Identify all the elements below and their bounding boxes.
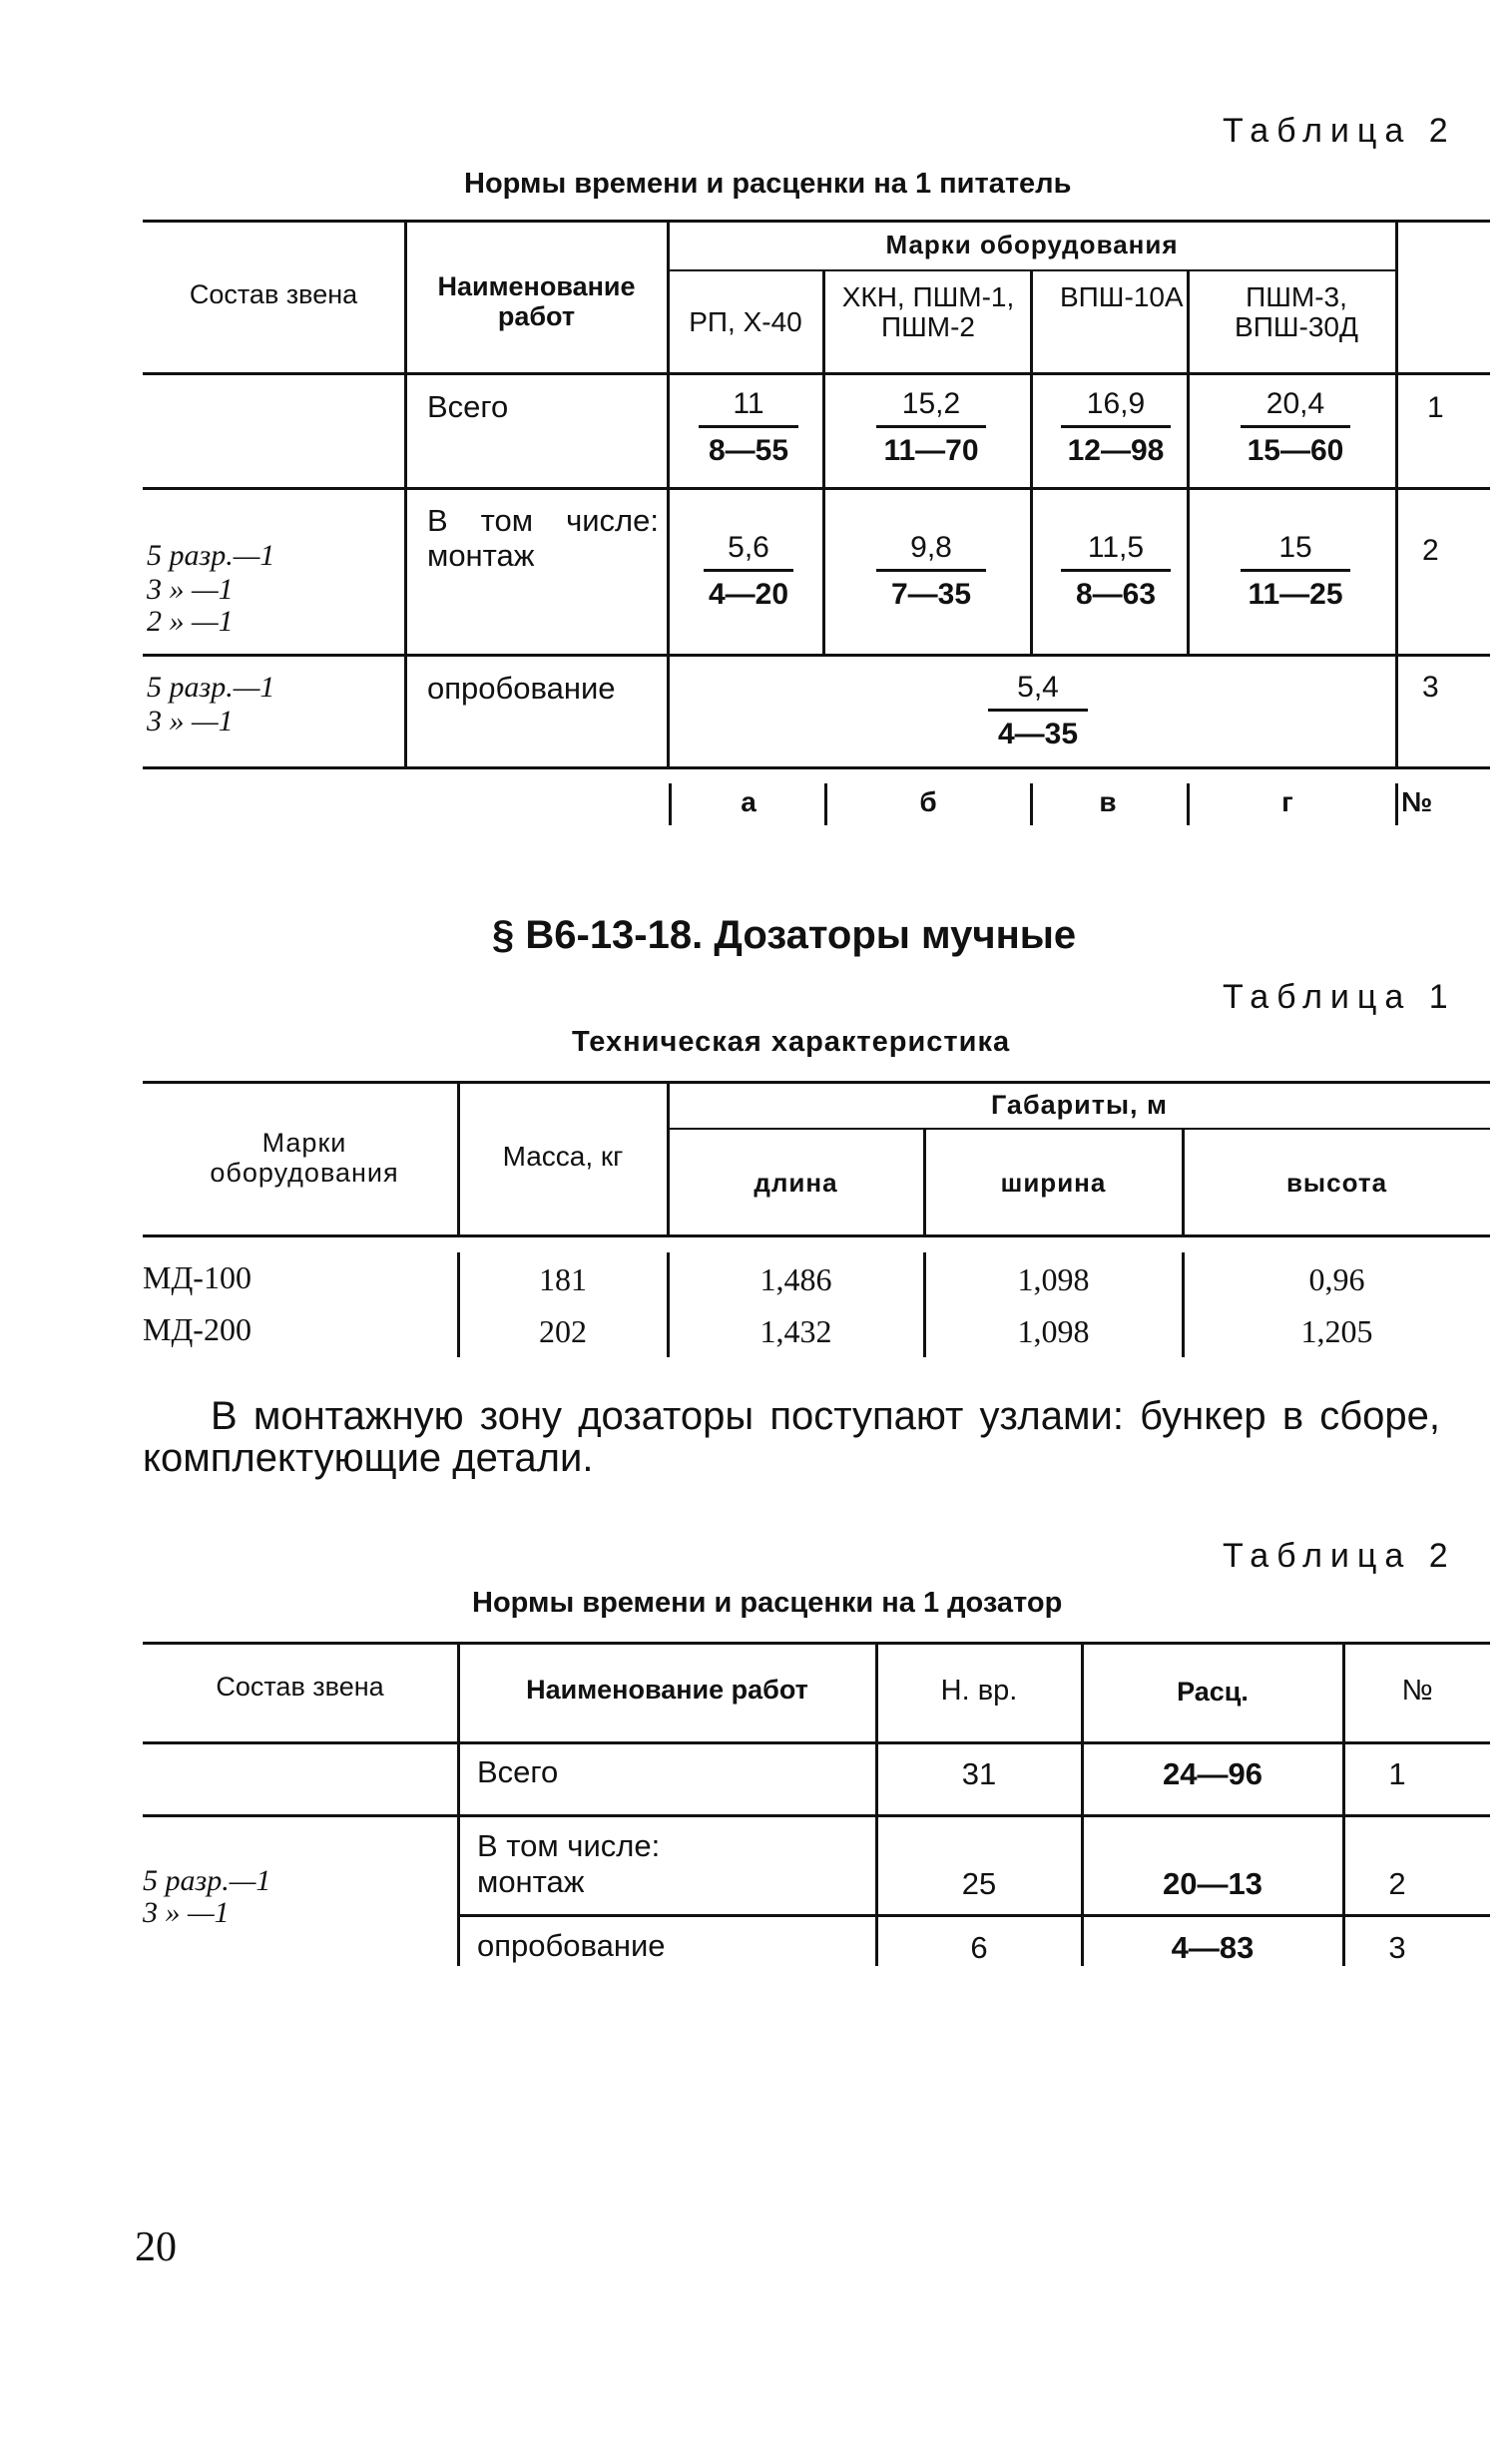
table-title: Нормы времени и расценки на 1 питатель bbox=[464, 168, 1072, 200]
header-height: высота bbox=[1285, 1168, 1388, 1198]
mass-cell: 181 bbox=[539, 1261, 587, 1297]
norm-rate: 4—20 bbox=[708, 578, 789, 611]
table-label: Таблица 2 bbox=[1223, 112, 1456, 150]
model-cell: МД-200 bbox=[143, 1311, 252, 1347]
header-time: Н. вр. bbox=[940, 1675, 1018, 1707]
header-no: № bbox=[1401, 1675, 1433, 1707]
column-letter: г bbox=[1281, 786, 1293, 817]
height-cell: 0,96 bbox=[1308, 1261, 1365, 1297]
row-number: 1 bbox=[1427, 391, 1444, 424]
norm-time: 11 bbox=[699, 387, 798, 428]
page-number: 20 bbox=[135, 2224, 177, 2270]
table-title: Техническая характеристика bbox=[572, 1026, 1011, 1058]
header-equipment: Марки оборудования bbox=[885, 230, 1179, 259]
norm-rate: 7—35 bbox=[890, 578, 972, 611]
column-letter: в bbox=[1099, 786, 1117, 817]
model-cell: МД-100 bbox=[143, 1259, 252, 1295]
norm-rate: 8—63 bbox=[1075, 578, 1157, 611]
norm-rate: 8—55 bbox=[708, 434, 789, 467]
height-cell: 1,205 bbox=[1300, 1313, 1373, 1349]
norm-rate: 12—98 bbox=[1067, 434, 1165, 467]
work-name: В том числе: монтаж bbox=[427, 503, 659, 573]
norm-time: 11,5 bbox=[1061, 531, 1171, 572]
norm-time: 15,2 bbox=[876, 387, 986, 428]
row-number: 2 bbox=[1422, 534, 1439, 567]
crew-line: 5 разр.—1 bbox=[147, 539, 275, 572]
norm-time: 16,9 bbox=[1061, 387, 1171, 428]
section-heading: § В6-13-18. Дозаторы мучные bbox=[492, 913, 1077, 957]
width-cell: 1,098 bbox=[1017, 1261, 1090, 1297]
header-dimensions: Габариты, м bbox=[990, 1090, 1168, 1120]
norm-fraction bbox=[1061, 531, 1171, 612]
rate-cell: 20—13 bbox=[1163, 1866, 1262, 1901]
table-label: Таблица 2 bbox=[1223, 1537, 1456, 1575]
crew-line: 3 » —1 bbox=[143, 1896, 230, 1929]
table-title: Нормы времени и расценки на 1 дозатор bbox=[472, 1587, 1063, 1619]
crew-line: 5 разр.—1 bbox=[143, 1864, 271, 1897]
norm-time: 15 bbox=[1241, 531, 1350, 572]
time-cell: 25 bbox=[961, 1866, 997, 1901]
norm-rate: 11—70 bbox=[883, 434, 979, 467]
length-cell: 1,486 bbox=[759, 1261, 832, 1297]
rate-cell: 4—83 bbox=[1171, 1930, 1255, 1965]
crew-line: 2 » —1 bbox=[147, 605, 234, 638]
work-name: Всего bbox=[427, 389, 509, 424]
norm-fraction bbox=[699, 387, 798, 468]
norm-fraction bbox=[988, 671, 1088, 751]
norm-time: 5,4 bbox=[988, 671, 1088, 712]
norm-time: 5,6 bbox=[704, 531, 793, 572]
width-cell: 1,098 bbox=[1017, 1313, 1090, 1349]
norm-fraction bbox=[1241, 531, 1350, 612]
norm-fraction bbox=[704, 531, 793, 612]
rate-cell: 24—96 bbox=[1163, 1756, 1262, 1791]
norm-time: 9,8 bbox=[876, 531, 986, 572]
header-model: Марки оборудования bbox=[210, 1128, 399, 1188]
header-model: ПШМ-3, ВПШ-30Д bbox=[1235, 281, 1358, 342]
header-work: Наименование работ bbox=[437, 271, 636, 331]
header-length: длина bbox=[754, 1168, 838, 1198]
norm-fraction bbox=[876, 387, 986, 468]
row-number: 3 bbox=[1422, 671, 1439, 704]
column-letter: б bbox=[919, 786, 937, 817]
column-letter: № bbox=[1401, 786, 1433, 817]
mass-cell: 202 bbox=[539, 1313, 587, 1349]
crew-line: 3 » —1 bbox=[147, 705, 234, 737]
column-letter: а bbox=[741, 786, 756, 817]
row-number: 3 bbox=[1388, 1930, 1406, 1965]
crew-line: 3 » —1 bbox=[147, 573, 234, 606]
row-number: 1 bbox=[1388, 1756, 1406, 1791]
row-number: 2 bbox=[1388, 1866, 1406, 1901]
work-name: опробование bbox=[427, 671, 616, 706]
header-crew: Состав звена bbox=[189, 279, 358, 309]
header-model: ХКН, ПШМ-1, ПШМ-2 bbox=[841, 281, 1015, 342]
norm-fraction bbox=[1241, 387, 1350, 468]
header-model: РП, Х-40 bbox=[689, 306, 802, 337]
norm-rate: 11—25 bbox=[1248, 578, 1343, 611]
work-name: Всего bbox=[477, 1754, 559, 1789]
work-name: В том числе: монтаж bbox=[477, 1828, 661, 1899]
header-width: ширина bbox=[1000, 1168, 1107, 1198]
work-name: опробование bbox=[477, 1928, 666, 1963]
length-cell: 1,432 bbox=[759, 1313, 832, 1349]
crew-line: 5 разр.—1 bbox=[147, 671, 275, 704]
header-model: ВПШ-10А bbox=[1060, 281, 1184, 312]
header-rate: Расц. bbox=[1177, 1677, 1249, 1707]
norm-fraction bbox=[876, 531, 986, 612]
norm-rate: 4—35 bbox=[997, 718, 1079, 750]
norm-rate: 15—60 bbox=[1247, 434, 1344, 467]
header-work: Наименование работ bbox=[526, 1675, 808, 1705]
time-cell: 6 bbox=[970, 1930, 988, 1965]
time-cell: 31 bbox=[961, 1756, 997, 1791]
norm-time: 20,4 bbox=[1241, 387, 1350, 428]
header-mass: Масса, кг bbox=[502, 1141, 624, 1172]
norm-fraction bbox=[1061, 387, 1171, 468]
table-label: Таблица 1 bbox=[1223, 978, 1456, 1016]
header-crew: Состав звена bbox=[216, 1672, 384, 1702]
body-paragraph: В монтажную зону дозаторы поступают узлами: бункер в сборе, комплектующие детали. bbox=[143, 1394, 1440, 1480]
